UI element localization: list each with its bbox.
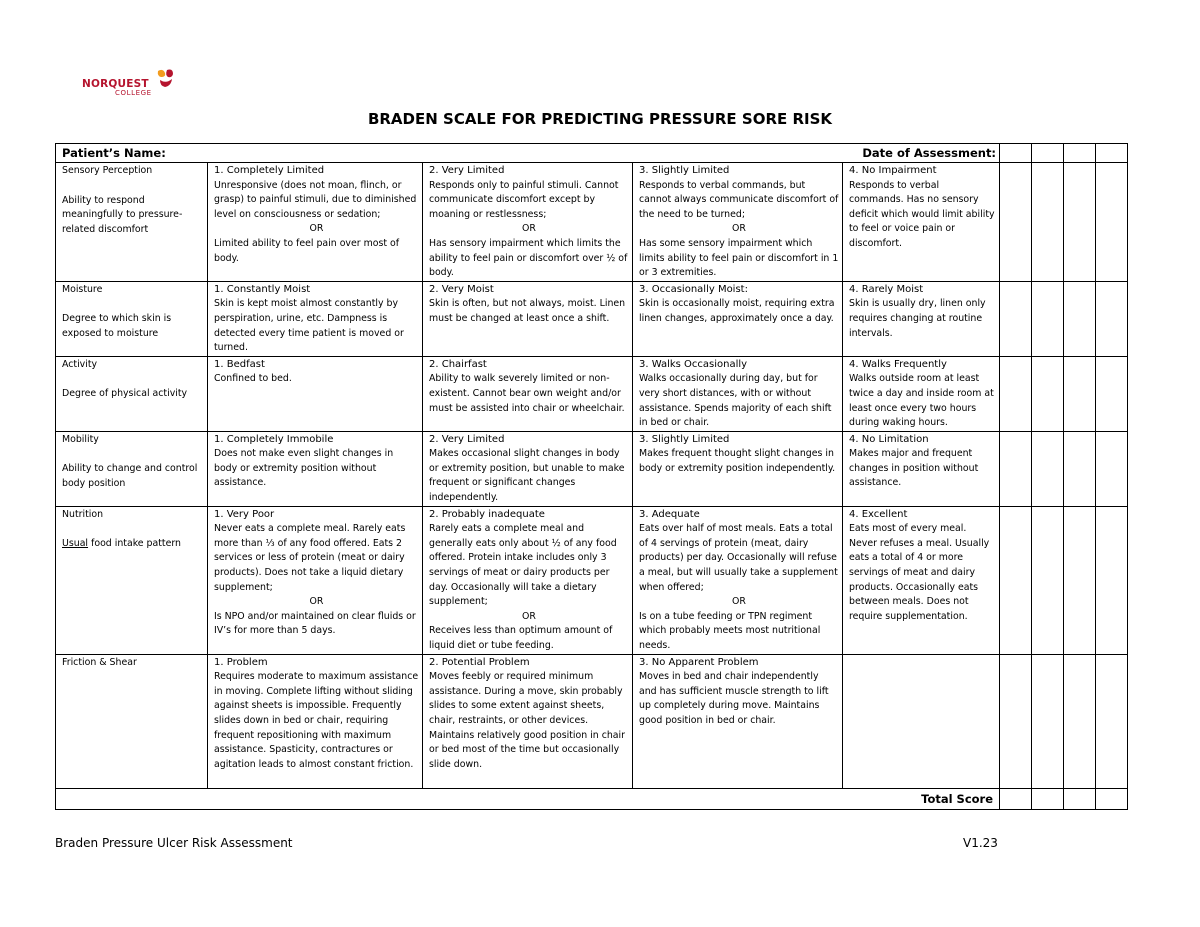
level-text: Does not make even slight changes in body or extremity position without assistance. bbox=[214, 448, 394, 489]
level-label: 1. Bedfast bbox=[214, 358, 265, 370]
level-label: 1. Constantly Moist bbox=[214, 283, 311, 295]
level-label: 2. Very Moist bbox=[429, 283, 494, 295]
level-text: Ability to walk severely limited or non-existent. Cannot bear own weight and/or must be assisted into chair or wheelchair. bbox=[429, 373, 625, 414]
category-cell bbox=[56, 654, 208, 788]
total-score-label: Total Score bbox=[56, 788, 1000, 809]
category-cell bbox=[56, 163, 208, 282]
score-cell[interactable] bbox=[1000, 506, 1032, 654]
level-label: 1. Very Poor bbox=[214, 508, 275, 520]
level-cell bbox=[633, 506, 843, 654]
score-cell[interactable] bbox=[1032, 163, 1064, 282]
level-label: 2. Very Limited bbox=[429, 433, 505, 445]
score-cell[interactable] bbox=[1064, 163, 1096, 282]
level-text: Is NPO and/or maintained on clear fluids or IV’s for more than 5 days. bbox=[214, 610, 416, 637]
level-text: Limited ability to feel pain over most of body. bbox=[214, 237, 400, 264]
category-cell bbox=[56, 356, 208, 431]
level-cell bbox=[208, 163, 423, 282]
or-separator: OR bbox=[522, 223, 536, 235]
score-cell[interactable] bbox=[1000, 281, 1032, 356]
level-cell bbox=[208, 281, 423, 356]
or-separator: OR bbox=[522, 610, 536, 622]
score-cell[interactable] bbox=[1032, 431, 1064, 506]
score-cell[interactable] bbox=[1064, 356, 1096, 431]
score-cell[interactable] bbox=[1032, 356, 1064, 431]
category-name: Friction & Shear bbox=[62, 656, 137, 668]
logo-name: NORQUEST bbox=[82, 78, 149, 90]
table-row bbox=[56, 356, 1128, 431]
patient-name-label: Patient’s Name: bbox=[62, 146, 166, 160]
page-title: BRADEN SCALE FOR PREDICTING PRESSURE SORE RISK bbox=[367, 110, 833, 128]
level-text: Never eats a complete meal. Rarely eats more than ⅓ of any food offered. Eats 2 services or less of protein (meat or dairy products). Does not take a liquid dietary supplement; bbox=[214, 523, 406, 593]
level-label: 2. Potential Problem bbox=[429, 656, 530, 668]
category-cell bbox=[56, 506, 208, 654]
table-row bbox=[56, 654, 1128, 788]
level-cell bbox=[843, 281, 1000, 356]
level-text: Confined to bed. bbox=[214, 373, 292, 385]
level-label: 3. Slightly Limited bbox=[639, 433, 730, 445]
table-row bbox=[56, 431, 1128, 506]
category-description bbox=[62, 537, 204, 552]
date-of-assessment-label: Date of Assessment: bbox=[862, 146, 997, 160]
level-text: Responds to verbal commands, but cannot always communicate discomfort of the need to be turned; bbox=[639, 179, 839, 220]
level-text: Responds only to painful stimuli. Cannot communicate discomfort except by moaning or restlessness; bbox=[429, 179, 619, 220]
score-cell[interactable] bbox=[1096, 281, 1128, 356]
level-text: Moves in bed and chair independently and has sufficient muscle strength to lift up completely during move. Maintains good position in bed or chair. bbox=[639, 671, 829, 727]
level-cell bbox=[208, 431, 423, 506]
category-cell bbox=[56, 431, 208, 506]
date-cell-3[interactable] bbox=[1064, 144, 1096, 163]
total-cell[interactable] bbox=[1000, 788, 1032, 809]
level-text: Rarely eats a complete meal and generally eats only about ½ of any food offered. Protein intake includes only 3 servings of meat or dairy products per day. Occasionally will take a dietary supplement; bbox=[429, 523, 617, 608]
level-label: 4. Rarely Moist bbox=[849, 283, 924, 295]
score-cell[interactable] bbox=[1032, 281, 1064, 356]
level-text: Skin is occasionally moist, requiring extra linen changes, approximately once a day. bbox=[639, 298, 835, 324]
date-cell-4[interactable] bbox=[1096, 144, 1128, 163]
level-label: 1. Completely Immobile bbox=[214, 433, 334, 445]
category-name: Moisture bbox=[62, 283, 103, 295]
score-cell[interactable] bbox=[1064, 431, 1096, 506]
score-cell[interactable] bbox=[1064, 506, 1096, 654]
score-cell[interactable] bbox=[1064, 281, 1096, 356]
category-description: Degree to which skin is exposed to moisture bbox=[62, 313, 172, 339]
header-cell bbox=[56, 144, 1000, 163]
level-text: Has sensory impairment which limits the ability to feel pain or discomfort over ½ of body. bbox=[429, 237, 628, 279]
level-cell bbox=[208, 356, 423, 431]
score-cell[interactable] bbox=[1000, 654, 1032, 788]
level-cell bbox=[843, 356, 1000, 431]
level-cell bbox=[843, 431, 1000, 506]
level-label: 2. Very Limited bbox=[429, 165, 505, 176]
level-text: Walks outside room at least twice a day and inside room at least once every two hours during waking hours. bbox=[849, 373, 994, 429]
level-text: Receives less than optimum amount of liquid diet or tube feeding. bbox=[429, 625, 613, 651]
score-cell[interactable] bbox=[1096, 506, 1128, 654]
logo-mark-icon bbox=[155, 68, 177, 88]
level-label: 3. Walks Occasionally bbox=[639, 358, 748, 370]
level-cell bbox=[423, 356, 633, 431]
level-text: Skin is kept moist almost constantly by perspiration, urine, etc. Dampness is detected every time patient is moved or turned. bbox=[214, 298, 404, 354]
level-label: 3. Slightly Limited bbox=[639, 165, 730, 176]
level-text: Eats over half of most meals. Eats a total of 4 servings of protein (meat, dairy products) per day. Occasionally will refuse a meal, but will usually take a supplement when offered; bbox=[639, 523, 838, 593]
level-cell bbox=[633, 163, 843, 282]
total-cell[interactable] bbox=[1064, 788, 1096, 809]
table-row bbox=[56, 506, 1128, 654]
level-text: Has some sensory impairment which limits ability to feel pain or discomfort in 1 or 3 extremities. bbox=[639, 237, 839, 279]
level-cell bbox=[843, 506, 1000, 654]
level-cell bbox=[423, 431, 633, 506]
score-cell[interactable] bbox=[1096, 431, 1128, 506]
level-text: Makes occasional slight changes in body or extremity position, but unable to make frequent or significant changes independently. bbox=[429, 448, 625, 504]
score-cell[interactable] bbox=[1000, 163, 1032, 282]
level-text: Unresponsive (does not moan, flinch, or grasp) to painful stimuli, due to diminished level on consciousness or sedation; bbox=[214, 179, 417, 220]
level-cell bbox=[843, 163, 1000, 282]
total-cell[interactable] bbox=[1032, 788, 1064, 809]
level-cell bbox=[423, 654, 633, 788]
score-cell[interactable] bbox=[1032, 506, 1064, 654]
score-cell[interactable] bbox=[1096, 356, 1128, 431]
level-label: 4. Walks Frequently bbox=[849, 358, 947, 370]
level-cell bbox=[208, 654, 423, 788]
footer-version: V1.23 bbox=[963, 836, 998, 850]
level-cell bbox=[633, 281, 843, 356]
or-separator: OR bbox=[732, 223, 746, 235]
level-label: 3. No Apparent Problem bbox=[639, 656, 759, 668]
level-label: 1. Problem bbox=[214, 656, 268, 668]
score-cell[interactable] bbox=[1000, 431, 1032, 506]
category-description: Ability to change and control body position bbox=[62, 463, 198, 489]
category-description-text: food intake pattern bbox=[88, 538, 181, 550]
level-text: Responds to verbal commands. Has no sensory deficit which would limit ability to feel or voice pain or discomfort. bbox=[849, 179, 995, 249]
category-name: Sensory Perception bbox=[62, 165, 153, 176]
or-separator: OR bbox=[732, 596, 746, 608]
norquest-logo bbox=[82, 68, 178, 100]
date-cell-2[interactable] bbox=[1032, 144, 1064, 163]
level-label: 4. Excellent bbox=[849, 508, 908, 520]
score-cell[interactable] bbox=[1096, 163, 1128, 282]
level-cell bbox=[633, 431, 843, 506]
level-text: Moves feebly or required minimum assistance. During a move, skin probably slides to some extent against sheets, chair, restraints, or other devices. Maintains relatively good position in chair or bed most of the time but occasionally slide down. bbox=[429, 671, 626, 770]
level-cell bbox=[208, 506, 423, 654]
level-text: Is on a tube feeding or TPN regiment which probably meets most nutritional needs. bbox=[639, 610, 821, 651]
level-text: Makes major and frequent changes in position without assistance. bbox=[849, 448, 979, 489]
level-cell bbox=[633, 654, 843, 788]
category-name: Activity bbox=[62, 358, 98, 370]
level-text: Makes frequent thought slight changes in body or extremity position independently. bbox=[639, 448, 836, 474]
table-row bbox=[56, 163, 1128, 282]
score-cell[interactable] bbox=[1064, 654, 1096, 788]
level-text: Skin is usually dry, linen only requires changing at routine intervals. bbox=[849, 298, 986, 339]
level-cell bbox=[423, 163, 633, 282]
level-label: 1. Completely Limited bbox=[214, 165, 325, 176]
total-row bbox=[56, 788, 1128, 809]
category-name: Nutrition bbox=[62, 508, 104, 520]
level-label: 3. Occasionally Moist: bbox=[639, 283, 748, 295]
score-cell[interactable] bbox=[1032, 654, 1064, 788]
or-separator: OR bbox=[309, 223, 324, 235]
score-cell[interactable] bbox=[1096, 654, 1128, 788]
level-text: Walks occasionally during day, but for very short distances, with or without assistance. Spends majority of each shift in bed or chair. bbox=[639, 373, 832, 429]
level-cell bbox=[423, 281, 633, 356]
usual-underlined: Usual bbox=[62, 538, 89, 550]
level-label: 4. No Limitation bbox=[849, 433, 929, 445]
header-row bbox=[56, 144, 1128, 163]
or-separator: OR bbox=[309, 596, 324, 608]
total-cell[interactable] bbox=[1096, 788, 1128, 809]
score-cell[interactable] bbox=[1000, 356, 1032, 431]
level-text: Requires moderate to maximum assistance in moving. Complete lifting without sliding against sheets is impossible. Frequently slides down in bed or chair, requiring frequent repositioning with maximum assistance. Spasticity, contractures or agitation leads to almost constant friction. bbox=[214, 671, 419, 770]
level-cell bbox=[633, 356, 843, 431]
level-text: Eats most of every meal. Never refuses a meal. Usually eats a total of 4 or more servings of meat and dairy products. Occasionally eats between meals. Does not require supplementation. bbox=[849, 523, 990, 622]
date-cell-1[interactable] bbox=[1000, 144, 1032, 163]
level-text: Skin is often, but not always, moist. Linen must be changed at least once a shift. bbox=[429, 298, 626, 324]
category-cell bbox=[56, 281, 208, 356]
category-description: Degree of physical activity bbox=[62, 388, 188, 400]
table-row bbox=[56, 281, 1128, 356]
level-label: 4. No Impairment bbox=[849, 165, 937, 176]
level-label: 2. Chairfast bbox=[429, 358, 487, 370]
footer-title: Braden Pressure Ulcer Risk Assessment bbox=[55, 836, 293, 850]
level-cell bbox=[423, 506, 633, 654]
level-cell-empty bbox=[843, 654, 1000, 788]
level-label: 3. Adequate bbox=[639, 508, 700, 520]
category-name: Mobility bbox=[62, 433, 99, 445]
level-label: 2. Probably inadequate bbox=[429, 508, 545, 520]
logo-sub: COLLEGE bbox=[115, 89, 152, 97]
category-description: Ability to respond meaningfully to pressure-related discomfort bbox=[62, 194, 183, 235]
braden-table bbox=[55, 143, 1128, 810]
